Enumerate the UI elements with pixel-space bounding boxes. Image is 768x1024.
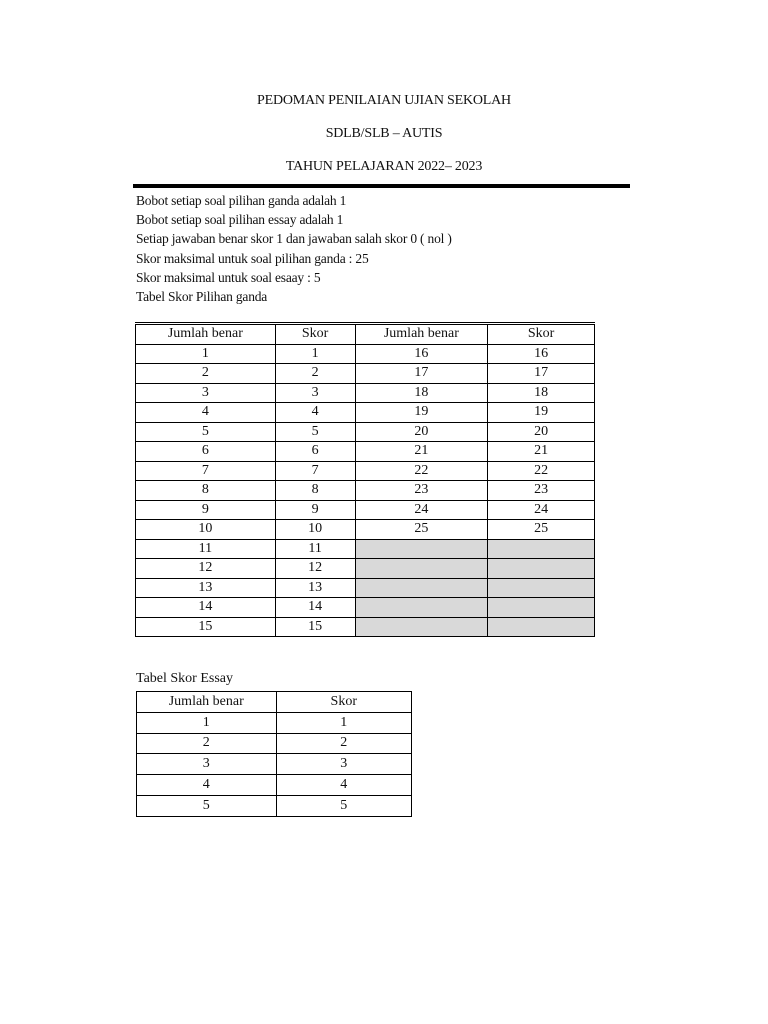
note-line: Setiap jawaban benar skor 1 dan jawaban salah skor 0 ( nol ) xyxy=(136,231,452,247)
note-line: Skor maksimal untuk soal pilihan ganda : 25 xyxy=(136,250,369,266)
table-cell: 21 xyxy=(488,442,595,462)
table-cell: 17 xyxy=(355,364,488,384)
table-cell: 16 xyxy=(488,344,595,364)
table-cell: 12 xyxy=(136,559,276,579)
essay-score-table xyxy=(136,691,412,817)
table-cell xyxy=(355,598,488,618)
note-line: Bobot setiap soal pilihan ganda adalah 1 xyxy=(136,193,347,208)
table-row xyxy=(136,617,595,637)
multiple-choice-score-table xyxy=(135,322,595,637)
table-cell: 7 xyxy=(136,461,276,481)
table-row xyxy=(136,481,595,501)
table-row xyxy=(136,520,595,540)
note-line: Bobot setiap soal pilihan essay adalah 1 xyxy=(136,212,344,228)
table-cell: 3 xyxy=(276,754,411,775)
table-row xyxy=(136,539,595,559)
table-cell: 2 xyxy=(276,733,411,754)
document-subtitle: SDLB/SLB – AUTIS xyxy=(325,126,443,141)
table-cell xyxy=(355,559,488,579)
table-cell: 2 xyxy=(137,733,277,754)
table-cell: 23 xyxy=(488,481,595,501)
table-cell xyxy=(355,578,488,598)
table-header-row xyxy=(137,692,412,713)
table-cell: 24 xyxy=(488,500,595,520)
table-row xyxy=(136,383,595,403)
table-cell: 18 xyxy=(355,383,488,403)
table-row xyxy=(136,422,595,442)
table-body xyxy=(137,712,412,816)
table-cell: 4 xyxy=(137,775,277,796)
table-body xyxy=(136,344,595,637)
table-cell: 22 xyxy=(355,461,488,481)
table-cell: 4 xyxy=(136,403,276,423)
table-cell: 22 xyxy=(488,461,595,481)
table-row xyxy=(136,598,595,618)
table-cell: 19 xyxy=(355,403,488,423)
table-cell: 16 xyxy=(355,344,488,364)
table-row xyxy=(137,795,412,816)
table-cell: 12 xyxy=(275,559,355,579)
pg-table-label: Tabel Skor Pilihan ganda xyxy=(136,289,268,305)
table-cell: 19 xyxy=(488,403,595,423)
table-cell: 3 xyxy=(137,754,277,775)
table-cell: 14 xyxy=(136,598,276,618)
table-row xyxy=(137,754,412,775)
table-cell: 24 xyxy=(355,500,488,520)
table-cell: 21 xyxy=(355,442,488,462)
column-header: Jumlah benar xyxy=(137,692,277,713)
column-header: Skor xyxy=(488,324,595,345)
table-cell: 10 xyxy=(275,520,355,540)
table-cell xyxy=(488,559,595,579)
column-header: Jumlah benar xyxy=(136,324,276,345)
header-divider xyxy=(133,184,630,188)
table-cell: 2 xyxy=(136,364,276,384)
table-cell: 13 xyxy=(136,578,276,598)
table-cell: 5 xyxy=(275,422,355,442)
table-cell: 8 xyxy=(136,481,276,501)
table-cell: 14 xyxy=(275,598,355,618)
table-cell: 25 xyxy=(355,520,488,540)
table-row xyxy=(137,712,412,733)
scoring-notes xyxy=(136,191,452,306)
table-cell: 3 xyxy=(275,383,355,403)
table-cell: 15 xyxy=(136,617,276,637)
table-cell: 20 xyxy=(355,422,488,442)
table-cell: 1 xyxy=(136,344,276,364)
essay-table-label: Tabel Skor Essay xyxy=(136,671,234,686)
table-cell xyxy=(355,539,488,559)
table-row xyxy=(136,364,595,384)
table-cell: 3 xyxy=(136,383,276,403)
table-cell: 18 xyxy=(488,383,595,403)
table-row xyxy=(136,461,595,481)
table-row xyxy=(136,559,595,579)
table-cell: 5 xyxy=(276,795,411,816)
table-row xyxy=(136,344,595,364)
table-cell: 1 xyxy=(137,712,277,733)
table-cell: 4 xyxy=(275,403,355,423)
table-cell: 1 xyxy=(275,344,355,364)
table-cell: 13 xyxy=(275,578,355,598)
table-cell: 1 xyxy=(276,712,411,733)
table-cell: 9 xyxy=(275,500,355,520)
table-row xyxy=(137,775,412,796)
table-row xyxy=(136,500,595,520)
table-cell: 17 xyxy=(488,364,595,384)
school-year: TAHUN PELAJARAN 2022– 2023 xyxy=(285,159,483,174)
table-cell xyxy=(488,578,595,598)
table-cell: 23 xyxy=(355,481,488,501)
table-cell xyxy=(488,617,595,637)
table-cell: 9 xyxy=(136,500,276,520)
table-cell: 5 xyxy=(137,795,277,816)
table-cell: 20 xyxy=(488,422,595,442)
document-title: PEDOMAN PENILAIAN UJIAN SEKOLAH xyxy=(257,93,511,108)
table-cell: 11 xyxy=(136,539,276,559)
table-cell xyxy=(488,598,595,618)
table-cell: 6 xyxy=(275,442,355,462)
note-line: Skor maksimal untuk soal esaay : 5 xyxy=(136,269,321,285)
table-cell: 6 xyxy=(136,442,276,462)
table-cell: 4 xyxy=(276,775,411,796)
table-cell xyxy=(488,539,595,559)
table-cell xyxy=(355,617,488,637)
table-cell: 11 xyxy=(275,539,355,559)
column-header: Skor xyxy=(276,692,411,713)
table-cell: 2 xyxy=(275,364,355,384)
column-header: Jumlah benar xyxy=(355,324,488,345)
table-row xyxy=(136,403,595,423)
column-header: Skor xyxy=(275,324,355,345)
table-cell: 7 xyxy=(275,461,355,481)
table-row xyxy=(136,578,595,598)
table-row xyxy=(137,733,412,754)
table-cell: 8 xyxy=(275,481,355,501)
table-header-row xyxy=(136,324,595,345)
table-cell: 15 xyxy=(275,617,355,637)
table-cell: 5 xyxy=(136,422,276,442)
table-cell: 10 xyxy=(136,520,276,540)
table-cell: 25 xyxy=(488,520,595,540)
table-row xyxy=(136,442,595,462)
